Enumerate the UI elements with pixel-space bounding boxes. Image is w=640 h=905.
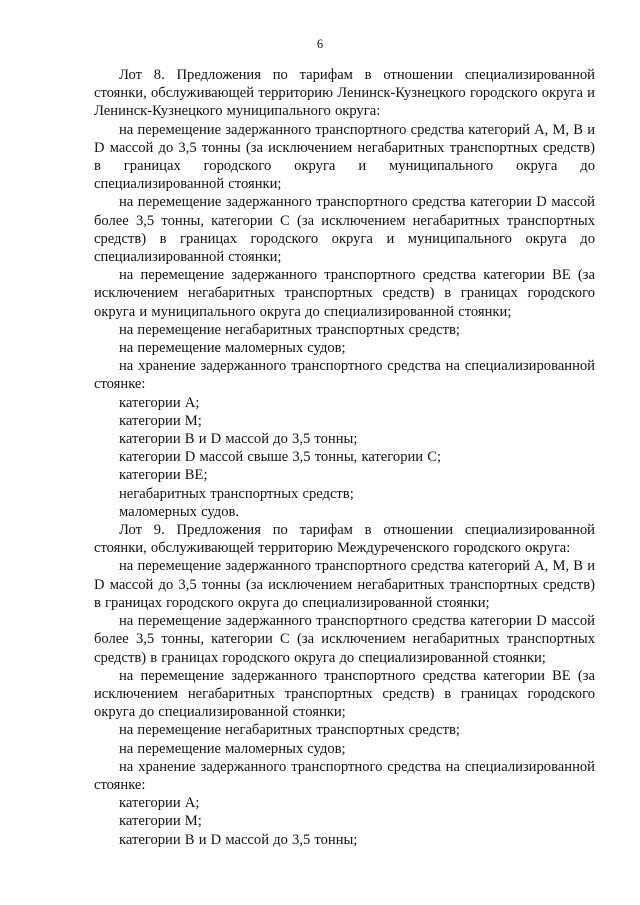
list-item: категории A; bbox=[119, 795, 200, 812]
list-item: категории M; bbox=[119, 813, 202, 830]
list-item: на перемещение маломерных судов; bbox=[119, 740, 346, 757]
list-item: на перемещение задержанного транспортного средства категории D массой более 3,5 тонны, категории C (за исключением негабаритных транспортных средств) в границах городского округа до специализированной стоянки; bbox=[94, 613, 595, 666]
list-item: на перемещение задержанного транспортного средства категорий A, M, B и D массой до 3,5 тонны (за исключением негабаритных транспортных средств) в границах городского округа до специализированной стоянки; bbox=[94, 558, 595, 611]
list-item: на перемещение задержанного транспортного средства категории D массой более 3,5 тонны, категории C (за исключением негабаритных транспортных средств) в границах городского округа и муниципального округа до специализированной стоянки; bbox=[94, 194, 595, 266]
list-item: категории B и D массой до 3,5 тонны; bbox=[119, 431, 358, 448]
list-item: на хранение задержанного транспортного средства на специализированной стоянке: bbox=[94, 358, 595, 393]
list-item: на перемещение задержанного транспортного средства категории BE (за исключением негабаритных транспортных средств) в границах городского округа до специализированной стоянки; bbox=[94, 667, 595, 721]
list-item: маломерных судов. bbox=[119, 503, 240, 520]
list-item: на перемещение задержанного транспортного средства категории BE (за исключением негабаритных транспортных средств) в границах городского округа и муниципального округа до специализированной стоянки; bbox=[94, 267, 595, 320]
list-item: на хранение задержанного транспортного средства на специализированной стоянке: bbox=[94, 758, 595, 793]
list-item: категории D массой свыше 3,5 тонны, категории C; bbox=[119, 449, 442, 466]
list-item: на перемещение маломерных судов; bbox=[119, 340, 346, 357]
document-body bbox=[94, 66, 595, 849]
page-number: 6 bbox=[316, 37, 324, 51]
list-item: на перемещение негабаритных транспортных средств; bbox=[119, 722, 460, 739]
list-item: категории A; bbox=[119, 394, 200, 411]
list-item: на перемещение негабаритных транспортных средств; bbox=[119, 321, 460, 338]
list-item: категории B и D массой до 3,5 тонны; bbox=[119, 831, 358, 848]
list-item: негабаритных транспортных средств; bbox=[119, 485, 354, 502]
list-item: категории BE; bbox=[119, 467, 208, 484]
lot-9-heading: Лот 9. Предложения по тарифам в отношении специализированной стоянки, обслуживающей территорию Междуреченского городского округа: bbox=[94, 522, 595, 557]
list-item: на перемещение задержанного транспортного средства категорий A, M, B и D массой до 3,5 тонны (за исключением негабаритных транспортных средств) в границах городского округа и муниципального округа до специализированной стоянки; bbox=[94, 121, 595, 193]
list-item: категории M; bbox=[119, 412, 202, 429]
lot-8-heading: Лот 8. Предложения по тарифам в отношении специализированной стоянки, обслуживающей территорию Ленинск-Кузнецкого городского округа и Ленинск-Кузнецкого муниципального округа: bbox=[94, 67, 595, 120]
